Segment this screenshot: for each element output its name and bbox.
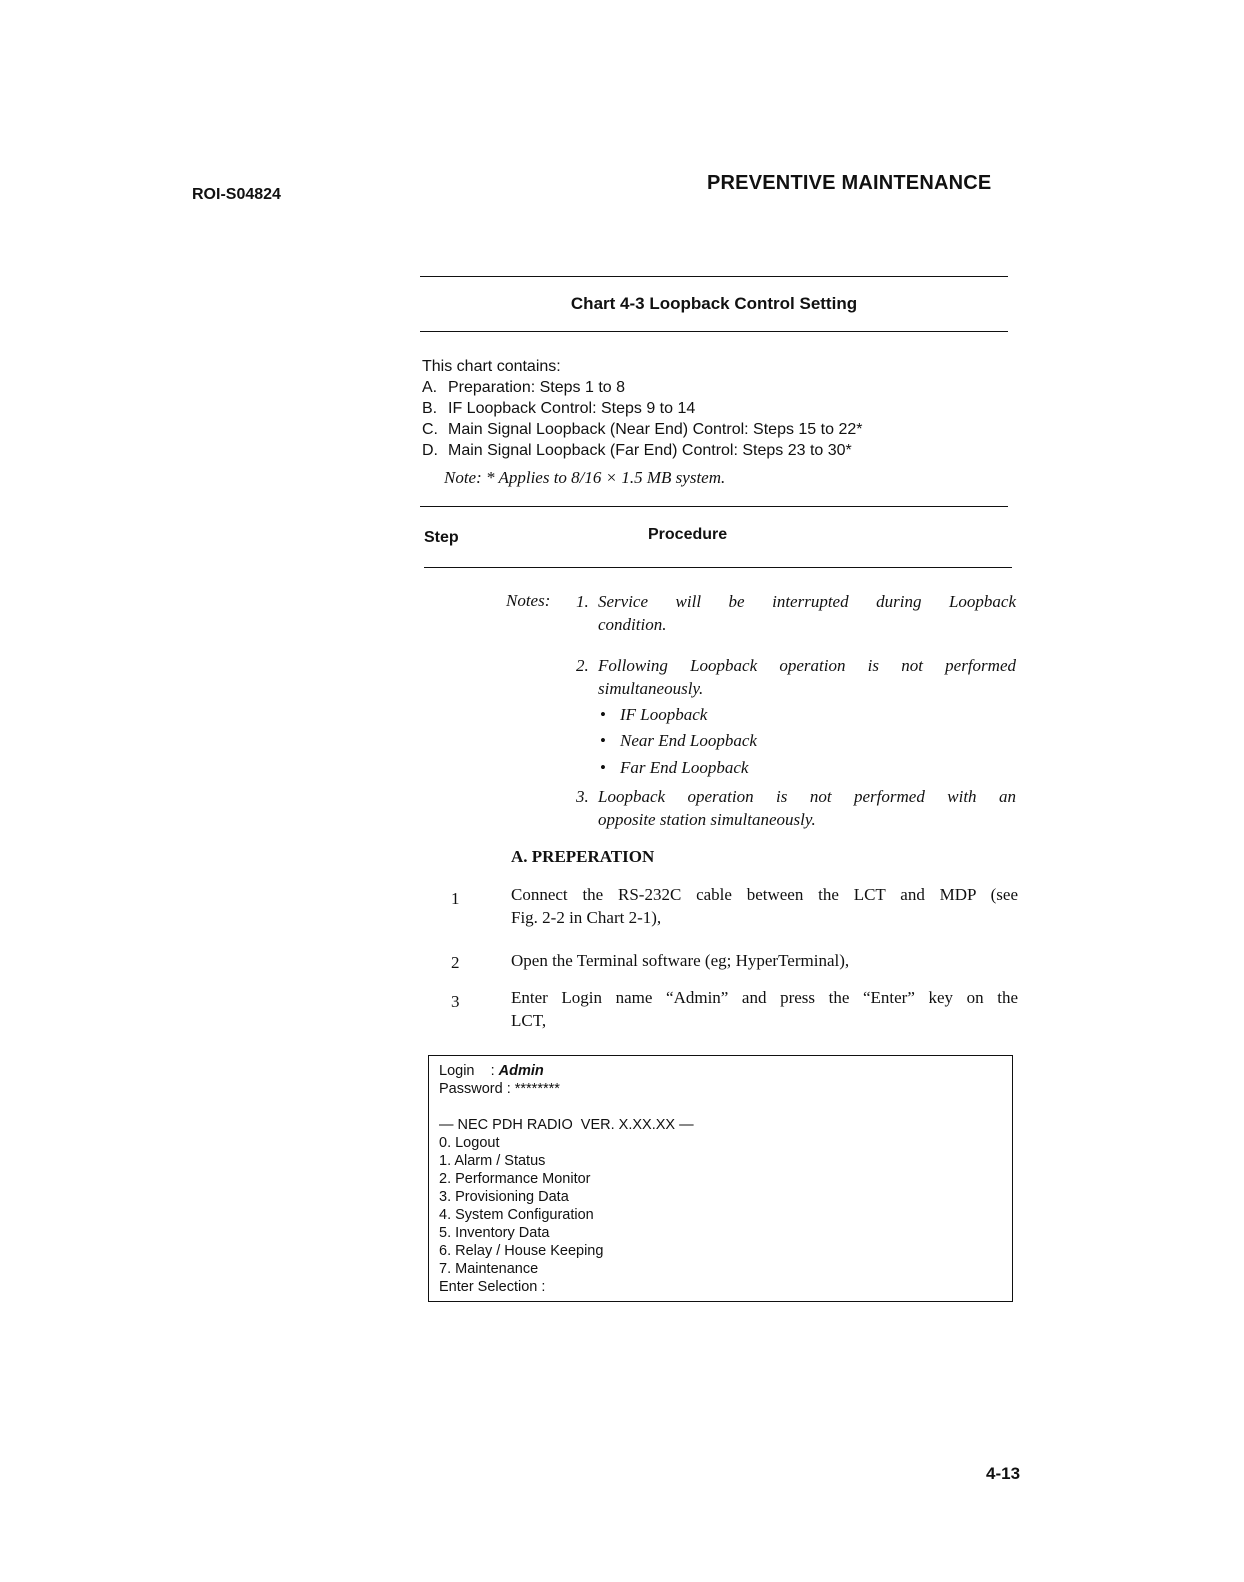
terminal-blank-line	[439, 1098, 1012, 1116]
contents-letter: A.	[422, 379, 438, 396]
notes-label: Notes:	[506, 591, 551, 610]
terminal-menu-item: 2. Performance Monitor	[439, 1171, 591, 1187]
contents-text: Preparation: Steps 1 to 8	[448, 379, 625, 396]
note-text-cont: opposite station simultaneously.	[598, 810, 816, 829]
terminal-screen	[428, 1055, 1013, 1302]
terminal-menu-item: 3. Provisioning Data	[439, 1189, 569, 1205]
note-item	[576, 590, 1016, 636]
contents-text: Main Signal Loopback (Near End) Control: Steps 15 to 22*	[448, 421, 863, 438]
note-number: 2.	[576, 656, 589, 675]
terminal-login-line	[439, 1062, 1012, 1080]
contents-letter: B.	[422, 400, 438, 417]
page-number: 4-13	[986, 1464, 1021, 1483]
note-text-cont: condition.	[598, 615, 667, 634]
section-title: PREVENTIVE MAINTENANCE	[707, 172, 992, 194]
divider	[420, 331, 1008, 332]
step-number: 1	[451, 889, 460, 908]
terminal-menu-item: 7. Maintenance	[439, 1261, 539, 1277]
divider	[420, 276, 1008, 277]
step-text	[511, 986, 1018, 1032]
column-header-step: Step	[424, 529, 459, 546]
terminal-menu-item: 0. Logout	[439, 1135, 500, 1151]
note-text-cont: simultaneously.	[598, 679, 704, 698]
password-value: ********	[514, 1081, 560, 1097]
document-id: ROI-S04824	[192, 186, 281, 203]
applies-note: Note: * Applies to 8/16 × 1.5 MB system.	[444, 468, 726, 487]
bullet-text: Near End Loopback	[620, 731, 757, 750]
note-item	[576, 785, 1016, 831]
step-line: LCT,	[511, 1011, 547, 1030]
divider	[420, 506, 1008, 507]
contents-letter: D.	[422, 442, 438, 459]
step-text	[511, 883, 1018, 929]
terminal-password-line	[439, 1080, 1012, 1098]
login-value: Admin	[498, 1063, 544, 1079]
note-text: Service will be interrupted during Loopback	[598, 592, 1016, 611]
chart-title: Chart 4-3 Loopback Control Setting	[570, 294, 858, 313]
chart-contents	[422, 356, 862, 461]
section-heading: A. PREPERATION	[511, 847, 655, 866]
terminal-prompt: Enter Selection :	[439, 1279, 546, 1295]
terminal-menu-item: 1. Alarm / Status	[439, 1153, 546, 1169]
step-number: 2	[451, 953, 460, 972]
password-label: Password :	[439, 1081, 515, 1097]
terminal-menu-item: 5. Inventory Data	[439, 1225, 550, 1241]
step-line: Connect the RS-232C cable between the LCT and MDP (see	[511, 885, 1018, 904]
bullet-icon: •	[600, 731, 606, 750]
terminal-menu-item: 4. System Configuration	[439, 1207, 594, 1223]
contents-intro: This chart contains:	[422, 358, 561, 375]
terminal-menu-item: 6. Relay / House Keeping	[439, 1243, 604, 1259]
contents-letter: C.	[422, 421, 438, 438]
contents-item	[422, 419, 862, 440]
step-line: Open the Terminal software (eg; HyperTerminal),	[511, 951, 850, 970]
terminal-banner: — NEC PDH RADIO VER. X.XX.XX —	[439, 1117, 694, 1133]
contents-item	[422, 440, 862, 461]
contents-item	[422, 377, 862, 398]
note-text: Loopback operation is not performed with an	[598, 787, 1016, 806]
contents-text: Main Signal Loopback (Far End) Control: Steps 23 to 30*	[448, 442, 852, 459]
bullet-item	[600, 705, 707, 725]
login-label: Login :	[439, 1063, 499, 1079]
divider	[424, 567, 1012, 568]
bullet-item	[600, 731, 757, 751]
contents-item	[422, 398, 862, 419]
step-line: Fig. 2-2 in Chart 2-1),	[511, 908, 662, 927]
step-line: Enter Login name “Admin” and press the “Enter” key on the	[511, 988, 1018, 1007]
step-number: 3	[451, 992, 460, 1011]
column-header-procedure: Procedure	[648, 526, 728, 543]
bullet-icon: •	[600, 705, 606, 724]
note-number: 1.	[576, 592, 589, 611]
note-text: Following Loopback operation is not performed	[598, 656, 1016, 675]
bullet-item	[600, 758, 748, 778]
step-text	[511, 949, 1018, 972]
note-item	[576, 654, 1016, 700]
note-number: 3.	[576, 787, 589, 806]
contents-text: IF Loopback Control: Steps 9 to 14	[448, 400, 696, 417]
bullet-icon: •	[600, 758, 606, 777]
bullet-text: Far End Loopback	[620, 758, 749, 777]
bullet-text: IF Loopback	[620, 705, 708, 724]
